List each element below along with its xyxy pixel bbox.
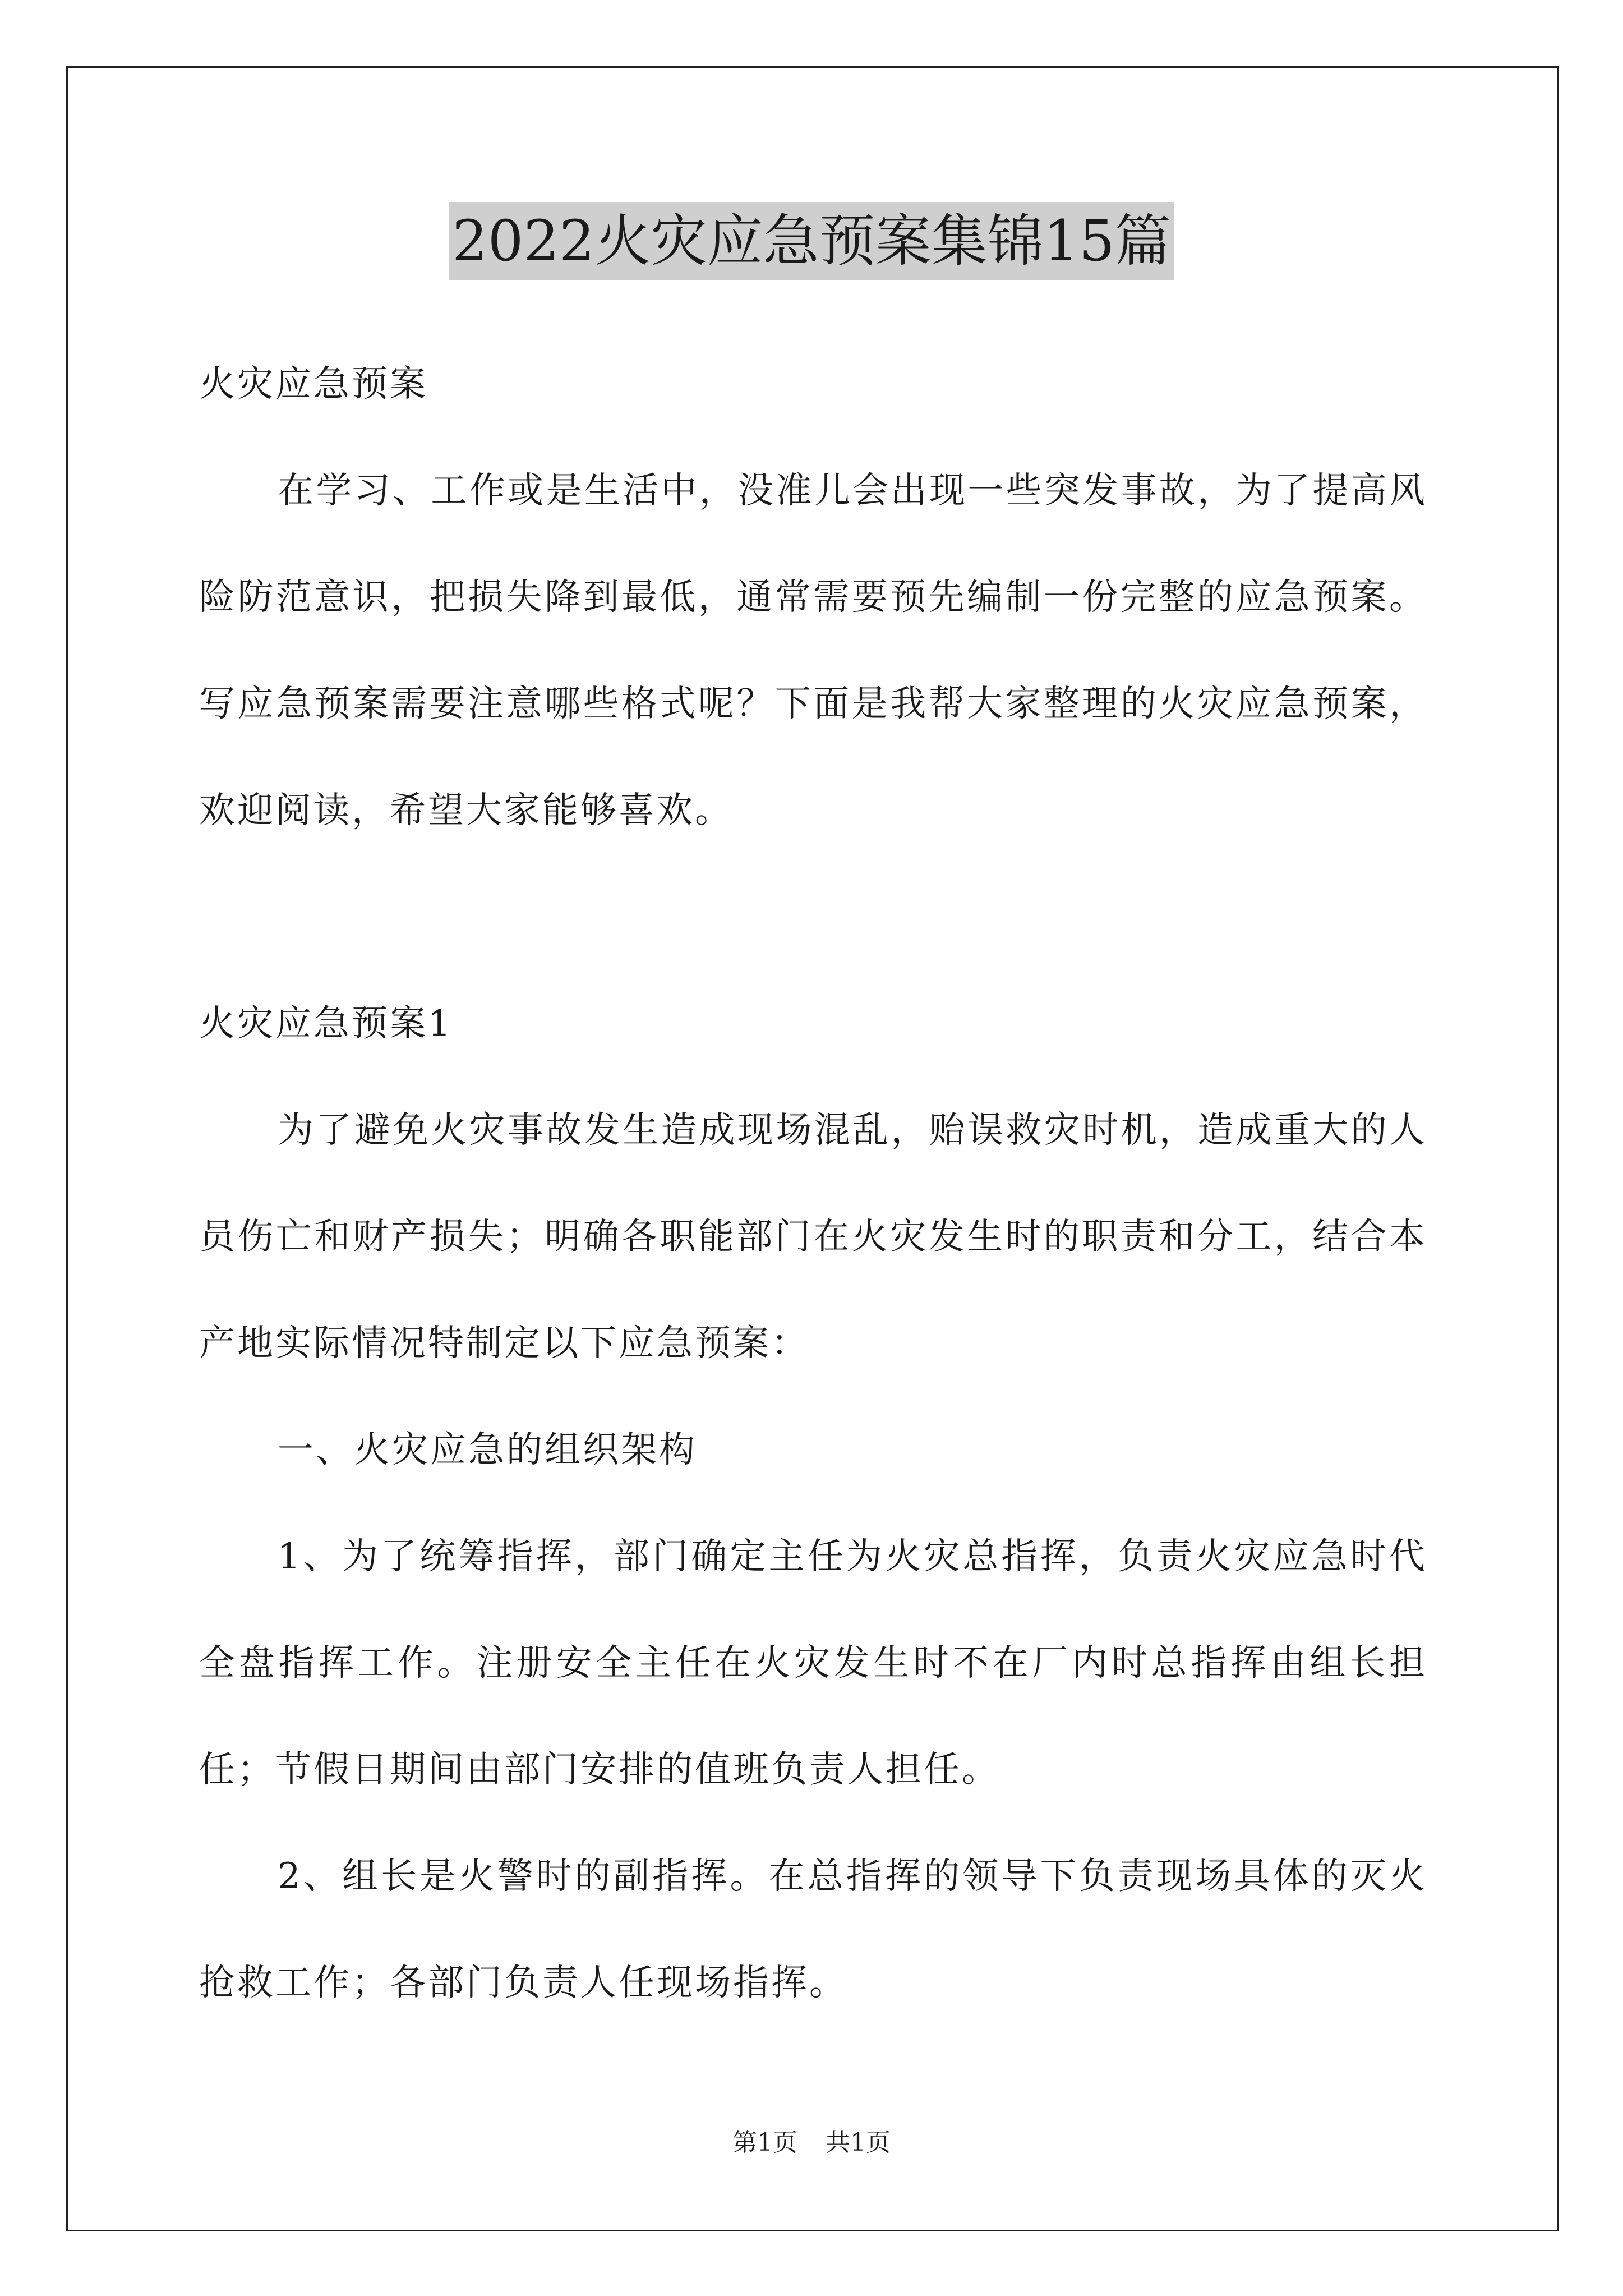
section-intro-heading: 火灾应急预案 bbox=[199, 364, 428, 405]
intro-paragraph: 在学习、工作或是生活中，没准儿会出现一些突发事故，为了提高风险防范意识，把损失降到最低，通常需要预先编制一份完整的应急预案。写应急预案需要注意哪些格式呢？下面是我帮大家整理的火灾应急预案，欢迎阅读，希望大家能够喜欢。 bbox=[199, 470, 1427, 831]
section1-paragraph-1: 为了避免火灾事故发生造成现场混乱，贻误救灾时机，造成重大的人员伤亡和财产损失；明确各职能部门在火灾发生时的职责和分工，结合本产地实际情况特制定以下应急预案： bbox=[199, 1110, 1427, 1364]
section1-heading: 火灾应急预案1 bbox=[199, 1003, 453, 1045]
section1-body bbox=[199, 1077, 1427, 2036]
document-title: 2022火灾应急预案集锦15篇 bbox=[449, 202, 1174, 280]
title-wrap bbox=[0, 202, 1623, 280]
page-number-current: 第1页 bbox=[732, 2128, 797, 2157]
page-footer bbox=[0, 2126, 1623, 2160]
intro-paragraph-block bbox=[199, 438, 1427, 864]
section1-paragraph-4: 2、组长是火警时的副指挥。在总指挥的领导下负责现场具体的灭火抢救工作；各部门负责人任现场指挥。 bbox=[199, 1856, 1427, 2004]
section1-paragraph-2: 一、火灾应急的组织架构 bbox=[278, 1429, 697, 1471]
section1-paragraph-3: 1、为了统筹指挥，部门确定主任为火灾总指挥，负责火灾应急时代全盘指挥工作。注册安全主任在火灾发生时不在厂内时总指挥由组长担任；节假日期间由部门安排的值班负责人担任。 bbox=[199, 1536, 1427, 1791]
page-number-total: 共1页 bbox=[826, 2128, 891, 2157]
